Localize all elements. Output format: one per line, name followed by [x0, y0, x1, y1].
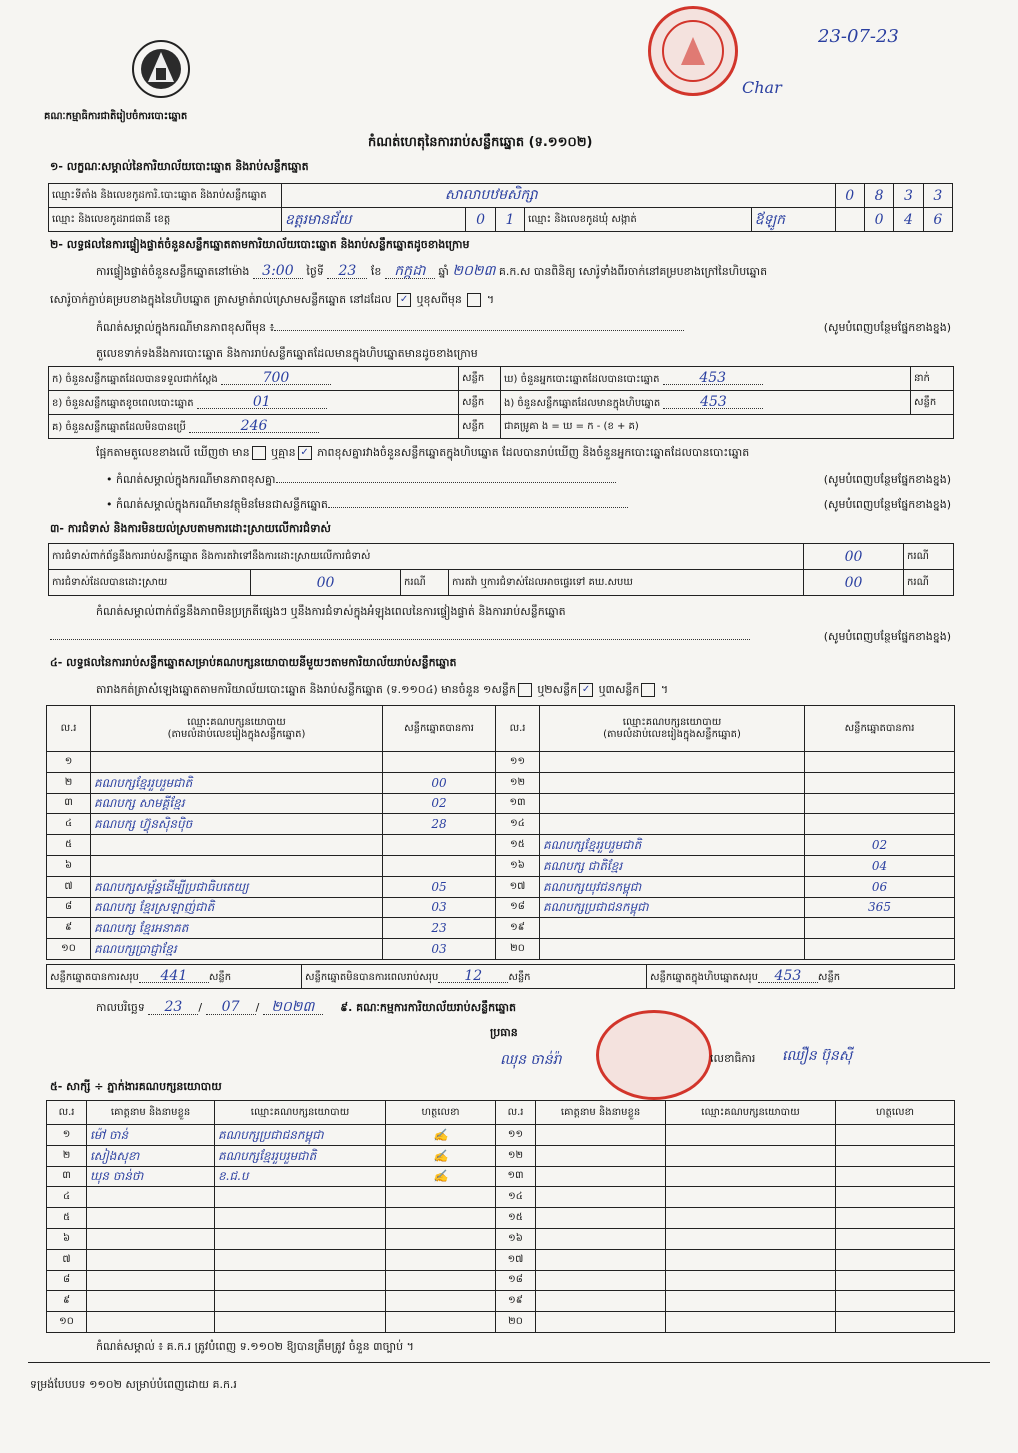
total-ballots-in-box: 453: [758, 970, 818, 983]
party-votes: [805, 918, 955, 939]
row-number: ១: [47, 752, 91, 773]
party-votes: 23: [383, 918, 496, 939]
party-votes: 00: [383, 772, 496, 793]
witness-signature: [836, 1166, 955, 1187]
date-year: ២០២៣: [263, 1000, 323, 1015]
row-number: ៤: [47, 1187, 87, 1208]
total-valid-votes: 441: [139, 970, 209, 983]
s1-location-value: សាលាបឋមសិក្សា: [444, 186, 538, 203]
s1-code-3: 3: [894, 184, 923, 208]
witness-row: [47, 1125, 955, 1146]
party-name: គណបក្សខ្មែររួបរួមជាតិ: [540, 835, 805, 856]
s3-objection-label: ការជំទាស់ពាក់ព័ន្ធនឹងការរាប់សន្លឹកឆ្នោត និងការតវ៉ាទៅនឹងការដោះស្រាយលើការជំទាស់: [49, 544, 804, 570]
witness-name: [536, 1208, 666, 1229]
witness-party: [666, 1228, 836, 1249]
commission-name: គណៈកម្មាធិការជាតិរៀបចំការបោះឆ្នោត: [44, 111, 188, 122]
witness-row: [47, 1291, 955, 1312]
party-name: [540, 918, 805, 939]
witness-party: [666, 1125, 836, 1146]
s4-results-table: ល.រ ឈ្មោះគណបក្សនយោបាយ (តាមលំដាប់លេខរៀងក្នុងសន្លឹកឆ្នោត) សន្លឹកឆ្នោតបានការ ល.រ ឈ្មោះគណបក្សនយោបាយ (តាមលំដាប់លេខរៀងក្នុងសន្លឹកឆ្នោត) សន្លឹកឆ្នោតបានការ ១ ១១ ២ គណបក្សខ្មែររួបរួមជាតិ 00 ១២ ៣ គណបក្ស សាមគ្គីខ្មែរ 02 ១៣ ៤ គណបក្ស ហ៊្វុនស៊ិនប៉ិច 28 ១៤ ៥ ១៥ គណបក្សខ្មែររួបរួមជាតិ 02 ៦ ១៦ គណបក្ស ជាតិខ្មែរ 04 ៧ គណបក្សសម្ព័ន្ធដើម្បីប្រជាធិបតេយ្យ 05 ១៧ គណបក្សយុវជនកម្ពុជា 06 ៨ គណបក្ស ខ្មែរស្រឡាញ់ជាតិ 03 ១៨ គណបក្សប្រជាជនកម្ពុជា 365 ៩ គណបក្ស ខ្មែរអនាគត 23 ១៩ ១០ គណបក្សប្រាជ្ញាខ្មែរ 03 ២០: [46, 705, 955, 960]
result-row: [47, 918, 955, 939]
s1-commune-label: ឈ្មោះ និងលេខកូដឃុំ សង្កាត់: [525, 208, 752, 232]
party-name: [540, 793, 805, 814]
witness-name: [536, 1249, 666, 1270]
s4-totals: សន្លឹកឆ្នោតបានការសរុប 441 សន្លឹក សន្លឹកឆ្នោតមិនបានការពេលរាប់សរុប 12 សន្លឹក សន្លឹកឆ្នោតក្នុងហិបឆ្នោតសរុប 453 សន្លឹក: [46, 964, 955, 989]
s2-day-value: 23: [327, 264, 367, 279]
three-sheet-checkbox[interactable]: [641, 683, 655, 697]
witness-signature: [836, 1228, 955, 1249]
s3-transferred-label: ការតវ៉ា ឬការជំទាស់ដែលអាចផ្ទេរទៅ គឃ.សបឃ: [449, 570, 804, 596]
party-votes: 02: [805, 835, 955, 856]
party-name: គណបក្សយុវជនកម្ពុជា: [540, 876, 805, 897]
witness-signature: [836, 1291, 955, 1312]
row-number: ៨: [47, 1270, 87, 1291]
witness-signature: [836, 1187, 955, 1208]
row-number: ១៩: [496, 1291, 536, 1312]
section-1-heading: ១- លក្ខណៈសម្គាល់នៃការិយាល័យបោះឆ្នោត និងរាប់សន្លឹកឆ្នោត: [50, 160, 309, 173]
nec-emblem: [130, 38, 192, 100]
s1-code-2: 8: [864, 184, 893, 208]
witness-row: [47, 1228, 955, 1249]
witness-party: [215, 1228, 386, 1249]
s2-seal-line: សោរ៉ូចាក់ភ្ជាប់គម្របខាងក្នុងនៃហិបឆ្នោត ត្រាសម្ងាត់រាល់ស្រោមសន្លឹកឆ្នោត នៅដដែល ✓ ឬខុសពីមុន ។: [50, 293, 495, 306]
party-votes: 365: [805, 897, 955, 918]
party-name: [540, 814, 805, 835]
party-votes: [805, 772, 955, 793]
s1-commune-code-1: 0: [864, 208, 893, 232]
witness-signature: [836, 1249, 955, 1270]
witness-signature: [386, 1187, 496, 1208]
party-name: គណបក្សខ្មែររួបរួមជាតិ: [91, 772, 383, 793]
s2-in-box-value: 453: [663, 396, 763, 409]
two-sheet-checkbox[interactable]: ✓: [579, 683, 593, 697]
row-number: ១៨: [496, 897, 540, 918]
date-month: 07: [206, 1000, 256, 1015]
witness-signature: [386, 1270, 496, 1291]
row-number: ២០: [496, 1312, 536, 1333]
top-official-seal: [648, 6, 738, 96]
row-number: ១៦: [496, 1228, 536, 1249]
witness-party: [666, 1145, 836, 1166]
party-name: គណបក្ស សាមគ្គីខ្មែរ: [91, 793, 383, 814]
witness-party: [666, 1166, 836, 1187]
row-number: ៣: [47, 1166, 87, 1187]
witness-signature: ✍: [386, 1145, 496, 1166]
result-row: [47, 793, 955, 814]
row-number: ១២: [496, 1145, 536, 1166]
s5-note: កំណត់សម្គាល់ ៖ គ.ក.រ ត្រូវបំពេញ ទ.១១០២ ឱ្យបានត្រឹមត្រូវ ចំនួន ៣ច្បាប់ ។: [96, 1340, 414, 1353]
total-invalid-votes: 12: [438, 970, 508, 983]
row-number: ១៤: [496, 814, 540, 835]
witness-signature: [386, 1208, 496, 1229]
row-number: ១០: [47, 1312, 87, 1333]
s2-unused-label: គ) ចំនួនសន្លឹកឆ្នោតដែលមិនបានប្រើ: [52, 421, 186, 433]
row-number: ១២: [496, 772, 540, 793]
row-number: ១១: [496, 1125, 536, 1146]
s4-sheet-count: តារាងកត់ត្រាសំឡេងឆ្នោតតាមការិយាល័យបោះឆ្នោត និងរាប់សន្លឹកឆ្នោត (ទ.១១០៤) មានចំនួន ១សន្លឹក ឬ២សន្លឹក ✓ ឬ៣សន្លឹក ។: [96, 683, 669, 696]
witness-name: [536, 1187, 666, 1208]
s2-spoiled-value: 01: [197, 396, 327, 409]
witness-party: [666, 1312, 836, 1333]
witness-signature: [386, 1228, 496, 1249]
s2-voters-label: ឃ) ចំនួនអ្នកបោះឆ្នោតដែលបានបោះឆ្នោត: [504, 373, 660, 385]
witness-party: [215, 1312, 386, 1333]
party-votes: [383, 835, 496, 856]
witness-name: [87, 1249, 215, 1270]
s2-bullet-1: • កំណត់សម្គាល់ក្នុងករណីមានភាពខុសគ្នា (សូមបំពេញបន្ថែមផ្នែកខាងខ្នង): [106, 473, 951, 486]
s2-time-value: 3:00: [253, 264, 303, 279]
row-number: ១១: [496, 752, 540, 773]
row-number: ៦: [47, 1228, 87, 1249]
s1-commune-value: ឪឡូក: [751, 208, 835, 232]
witness-party: [666, 1249, 836, 1270]
party-name: [540, 752, 805, 773]
party-name: គណបក្សប្រជាជនកម្ពុជា: [540, 897, 805, 918]
party-votes: 05: [383, 876, 496, 897]
s2-difference-line: ផ្អែកតាមតួលេខខាងលើ ឃើញថា មាន ឬគ្មាន ✓ ភាពខុសគ្នារវាងចំនួនសន្លឹកឆ្នោតក្នុងហិបឆ្នោត ដែលបានរាប់ឃើញ និងចំនួនអ្នកបោះឆ្នោតដែលបានបោះឆ្នោត: [96, 446, 750, 459]
s2-received-value: 700: [221, 372, 331, 385]
party-votes: 02: [383, 793, 496, 814]
president-name: ឈុន ចាន់រ៉ា: [500, 1052, 562, 1068]
result-row: [47, 835, 955, 856]
witness-row: [47, 1312, 955, 1333]
s1-province-label: ឈ្មោះ និងលេខកូដរាជធានី ខេត្ត: [49, 208, 282, 232]
result-row: [47, 897, 955, 918]
footer-text: ទម្រង់បែបបទ ១១០២ សម្រាប់បំពេញដោយ គ.ក.រ: [30, 1378, 237, 1391]
s2-count-table: ក) ចំនួនសន្លឹកឆ្នោតដែលបានទទួលជាក់ស្តែង 700 សន្លឹក ឃ) ចំនួនអ្នកបោះឆ្នោតដែលបានបោះឆ្នោត 453 នាក់ ខ) ចំនួនសន្លឹកឆ្នោតខូចពេលបោះឆ្នោត 01 សន្លឹក ង) ចំនួនសន្លឹកឆ្នោតដែលមានក្នុងហិបឆ្នោត 453 សន្លឹក គ) ចំនួនសន្លឹកឆ្នោតដែលមិនបានប្រើ 246 សន្លឹក ជាគម្រូគា ង = ឃ = ក - (ខ + គ): [48, 366, 954, 439]
witness-signature: [386, 1312, 496, 1333]
party-name: [91, 855, 383, 876]
s2-fill-note: (សូមបំពេញបន្ថែមផ្នែកខាងខ្នង): [823, 321, 951, 334]
witness-name: [87, 1312, 215, 1333]
s2-count-intro: តួលេខទាក់ទងនឹងការបោះឆ្នោត និងការរាប់សន្លឹកឆ្នោតដែលមានក្នុងហិបឆ្នោតមានដូចខាងក្រោម: [96, 347, 478, 360]
witness-party: ខ.ជ.ប: [215, 1166, 386, 1187]
s3-resolved-label: ការជំទាស់ដែលបានដោះស្រាយ: [49, 570, 251, 596]
row-number: ២០: [496, 939, 540, 960]
s2-unused-value: 246: [189, 420, 319, 433]
witness-name: [536, 1270, 666, 1291]
row-number: ១៣: [496, 793, 540, 814]
row-number: ៣: [47, 793, 91, 814]
one-sheet-checkbox[interactable]: [518, 683, 532, 697]
party-name: គណបក្ស ជាតិខ្មែរ: [540, 855, 805, 876]
row-number: ២: [47, 772, 91, 793]
witness-name: សៀងសុខា: [87, 1145, 215, 1166]
president-title: ប្រធាន: [490, 1026, 518, 1039]
party-name: គណបក្ស ខ្មែរអនាគត: [91, 918, 383, 939]
s2-year-value: ២០២៣: [452, 263, 496, 279]
witness-name: [87, 1208, 215, 1229]
row-number: ១៧: [496, 876, 540, 897]
result-row: [47, 752, 955, 773]
s2-month-value: កក្កដា: [385, 264, 435, 279]
row-number: ៥: [47, 835, 91, 856]
witness-signature: [836, 1208, 955, 1229]
committee-seal: [596, 1010, 712, 1100]
witness-name: [87, 1291, 215, 1312]
s3-transferred-value: 00: [804, 570, 904, 596]
section-3-heading: ៣- ការជំទាស់ និងការមិនយល់ស្របតាមការដោះស្រាយលើការជំទាស់: [50, 522, 331, 535]
witness-name: [87, 1187, 215, 1208]
witness-party: [666, 1291, 836, 1312]
row-number: ៦: [47, 855, 91, 876]
witness-signature: [836, 1125, 955, 1146]
witness-name: ម៉ៅ ចាន់: [87, 1125, 215, 1146]
row-number: ១៤: [496, 1187, 536, 1208]
row-number: ១៥: [496, 1208, 536, 1229]
s3-note: កំណត់សម្គាល់ពាក់ព័ន្ធនឹងភាពមិនប្រក្រតីផ្សេងៗ ឬនឹងការជំទាស់ក្នុងអំឡុងពេលនៃការផ្ទៀងផ្ទាត់ និងការរាប់សន្លឹកឆ្នោត: [96, 605, 566, 618]
s2-formula: ជាគម្រូគា ង = ឃ = ក - (ខ + គ): [501, 415, 954, 439]
footer-rule: [28, 1362, 990, 1363]
s1-location-label: ឈ្មោះទីតាំង និងលេខកូដការិ.បោះឆ្នោត និងរាប់សន្លឹកឆ្នោត: [49, 184, 282, 208]
witness-party: [215, 1270, 386, 1291]
s2-note-line: កំណត់សម្គាល់ក្នុងករណីមានភាពខុសពីមុន ៖ (សូមបំពេញបន្ថែមផ្នែកខាងខ្នង): [96, 321, 951, 334]
party-votes: 03: [383, 939, 496, 960]
row-number: ៩: [47, 918, 91, 939]
party-name: [91, 835, 383, 856]
party-name: [91, 752, 383, 773]
party-votes: 04: [805, 855, 955, 876]
row-number: ៧: [47, 876, 91, 897]
row-number: ៨: [47, 897, 91, 918]
result-row: [47, 772, 955, 793]
party-name: គណបក្ស ហ៊្វុនស៊ិនប៉ិច: [91, 814, 383, 835]
witness-party: [666, 1187, 836, 1208]
s3-note-line-2: (សូមបំពេញបន្ថែមផ្នែកខាងខ្នង): [50, 630, 951, 644]
witness-row: [47, 1145, 955, 1166]
party-votes: [805, 752, 955, 773]
party-votes: 06: [805, 876, 955, 897]
section-5-heading: ៥- សាក្សី ÷ ភ្នាក់ងារគណបក្សនយោបាយ: [50, 1080, 222, 1093]
s1-province-value: ឧត្តរមានជ័យ: [281, 208, 466, 232]
witness-party: គណបក្សប្រជាជនកម្ពុជា: [215, 1125, 386, 1146]
row-number: ១៦: [496, 855, 540, 876]
s1-province-code-2: 1: [495, 208, 524, 232]
party-votes: [383, 752, 496, 773]
witness-name: [536, 1291, 666, 1312]
s4-date-line: កាលបរិច្ឆេទ 23 / 07 / ២០២៣ ៩. គណៈកម្មការការិយាល័យរាប់សន្លឹកឆ្នោត: [96, 999, 517, 1015]
party-name: គណបក្ស ខ្មែរស្រឡាញ់ជាតិ: [91, 897, 383, 918]
top-initials: Char: [742, 78, 782, 97]
witness-signature: [836, 1270, 955, 1291]
s2-in-box-label: ង) ចំនួនសន្លឹកឆ្នោតដែលមានក្នុងហិបឆ្នោត: [504, 397, 661, 409]
row-number: ១៥: [496, 835, 540, 856]
witness-signature: ✍: [386, 1125, 496, 1146]
witness-name: ឃុន ចាន់ថា: [87, 1166, 215, 1187]
date-day: 23: [148, 1000, 198, 1015]
party-votes: 28: [383, 814, 496, 835]
same-checkbox[interactable]: ✓: [397, 293, 411, 307]
witness-party: [215, 1291, 386, 1312]
s2-bullet-2: • កំណត់សម្គាល់ក្នុងករណីមានវត្ថុមិនមែនជាសន្លឹកឆ្នោត (សូមបំពេញបន្ថែមផ្នែកខាងខ្នង): [106, 498, 951, 511]
witness-party: គណបក្សខ្មែររួបរួមជាតិ: [215, 1145, 386, 1166]
s1-code-1: 0: [835, 184, 864, 208]
row-number: ៧: [47, 1249, 87, 1270]
row-number: ១៩: [496, 918, 540, 939]
witness-name: [87, 1270, 215, 1291]
party-votes: [805, 939, 955, 960]
party-votes: [383, 855, 496, 876]
no-difference-checkbox[interactable]: ✓: [298, 446, 312, 460]
has-difference-checkbox[interactable]: [252, 446, 266, 460]
secretary-name: ឈឿន ប៊ុនស៊ី: [782, 1048, 853, 1064]
s5-witness-table: ល.រ គោត្តនាម និងនាមខ្លួន ឈ្មោះគណបក្សនយោបាយ ហត្ថលេខា ល.រ គោត្តនាម និងនាមខ្លួន ឈ្មោះគណបក្សនយោបាយ ហត្ថលេខា ១ ម៉ៅ ចាន់ គណបក្សប្រជាជនកម្ពុជា ✍ ១១ ២ សៀងសុខា គណបក្សខ្មែររួបរួមជាតិ ✍ ១២ ៣ ឃុន ចាន់ថា ខ.ជ.ប ✍ ១៣ ៤ ១៤ ៥ ១៥ ៦ ១៦ ៧ ១៧ ៨ ១៨ ៩ ១៩ ១០ ២០: [46, 1100, 955, 1333]
section-3-table: ការជំទាស់ពាក់ព័ន្ធនឹងការរាប់សន្លឹកឆ្នោត និងការតវ៉ាទៅនឹងការដោះស្រាយលើការជំទាស់ 00 ករណី ការជំទាស់ដែលបានដោះស្រាយ 00 ករណី ការតវ៉ា ឬការជំទាស់ដែលអាចផ្ទេរទៅ គឃ.សបឃ 00 ករណី: [48, 543, 954, 596]
row-number: ១: [47, 1125, 87, 1146]
committee-label: ៩. គណៈកម្មការការិយាល័យរាប់សន្លឹកឆ្នោត: [340, 1001, 517, 1014]
row-number: ១៧: [496, 1249, 536, 1270]
witness-name: [536, 1125, 666, 1146]
s3-resolved-value: 00: [251, 570, 401, 596]
witness-party: [666, 1208, 836, 1229]
witness-name: [87, 1228, 215, 1249]
result-row: [47, 876, 955, 897]
section-1-table: [48, 183, 953, 232]
witness-party: [215, 1208, 386, 1229]
s1-code-4: 3: [923, 184, 952, 208]
witness-name: [536, 1228, 666, 1249]
s3-objection-value: 00: [804, 544, 904, 570]
s2-voters-value: 453: [663, 372, 763, 385]
party-votes: [805, 793, 955, 814]
party-name: [540, 772, 805, 793]
witness-signature: [836, 1312, 955, 1333]
party-votes: [805, 814, 955, 835]
party-name: គណបក្សប្រាជ្ញាខ្មែរ: [91, 939, 383, 960]
party-votes: 03: [383, 897, 496, 918]
result-row: [47, 814, 955, 835]
s2-received-label: ក) ចំនួនសន្លឹកឆ្នោតដែលបានទទួលជាក់ស្តែង: [52, 373, 218, 385]
row-number: ២: [47, 1145, 87, 1166]
different-checkbox[interactable]: [467, 293, 481, 307]
s1-province-code-1: 0: [466, 208, 495, 232]
witness-party: [215, 1187, 386, 1208]
witness-row: [47, 1187, 955, 1208]
s2-time-line: ការផ្ទៀងផ្ទាត់ចំនួនសន្លឹកឆ្នោតនៅម៉ោង 3:00 ថ្ងៃទី 23 ខែ កក្កដា ឆ្នាំ ២០២៣ គ.ក.ស បានពិនិត្យ សោរ៉ូទាំងពីរចាក់នៅគម្របខាងក្រៅនៃហិបឆ្នោត: [96, 263, 768, 279]
result-row: [47, 855, 955, 876]
witness-row: [47, 1166, 955, 1187]
witness-party: [666, 1270, 836, 1291]
witness-name: [536, 1145, 666, 1166]
row-number: ១៣: [496, 1166, 536, 1187]
party-name: [540, 939, 805, 960]
witness-row: [47, 1208, 955, 1229]
row-number: ៤: [47, 814, 91, 835]
row-number: ៥: [47, 1208, 87, 1229]
witness-row: [47, 1249, 955, 1270]
witness-party: [215, 1249, 386, 1270]
witness-row: [47, 1270, 955, 1291]
secretary-title: លេខាធិការ: [710, 1052, 756, 1065]
row-number: ១៨: [496, 1270, 536, 1291]
witness-signature: [836, 1145, 955, 1166]
section-4-heading: ៤- លទ្ធផលនៃការរាប់សន្លឹកឆ្នោតសម្រាប់គណបក្សនយោបាយនីមួយៗតាមការិយាល័យរាប់សន្លឹកឆ្នោត: [50, 656, 457, 669]
party-name: គណបក្សសម្ព័ន្ធដើម្បីប្រជាធិបតេយ្យ: [91, 876, 383, 897]
witness-signature: ✍: [386, 1166, 496, 1187]
s1-commune-code-3: 6: [923, 208, 952, 232]
page-title: កំណត់ហេតុនៃការរាប់សន្លឹកឆ្នោត (ទ.១១០២): [368, 135, 593, 150]
top-date: 23-07-23: [818, 26, 899, 47]
witness-signature: [386, 1249, 496, 1270]
section-2-heading: ២- លទ្ធផលនៃការផ្ទៀងផ្ទាត់ចំនួនសន្លឹកឆ្នោតតាមការិយាល័យបោះឆ្នោត និងរាប់សន្លឹកឆ្នោតដូចខាងក្រោម: [50, 238, 470, 251]
row-number: ១០: [47, 939, 91, 960]
s1-commune-code-2: 4: [894, 208, 923, 232]
row-number: ៩: [47, 1291, 87, 1312]
witness-signature: [386, 1291, 496, 1312]
result-row: [47, 939, 955, 960]
witness-name: [536, 1166, 666, 1187]
witness-name: [536, 1312, 666, 1333]
s2-spoiled-label: ខ) ចំនួនសន្លឹកឆ្នោតខូចពេលបោះឆ្នោត: [52, 397, 194, 409]
